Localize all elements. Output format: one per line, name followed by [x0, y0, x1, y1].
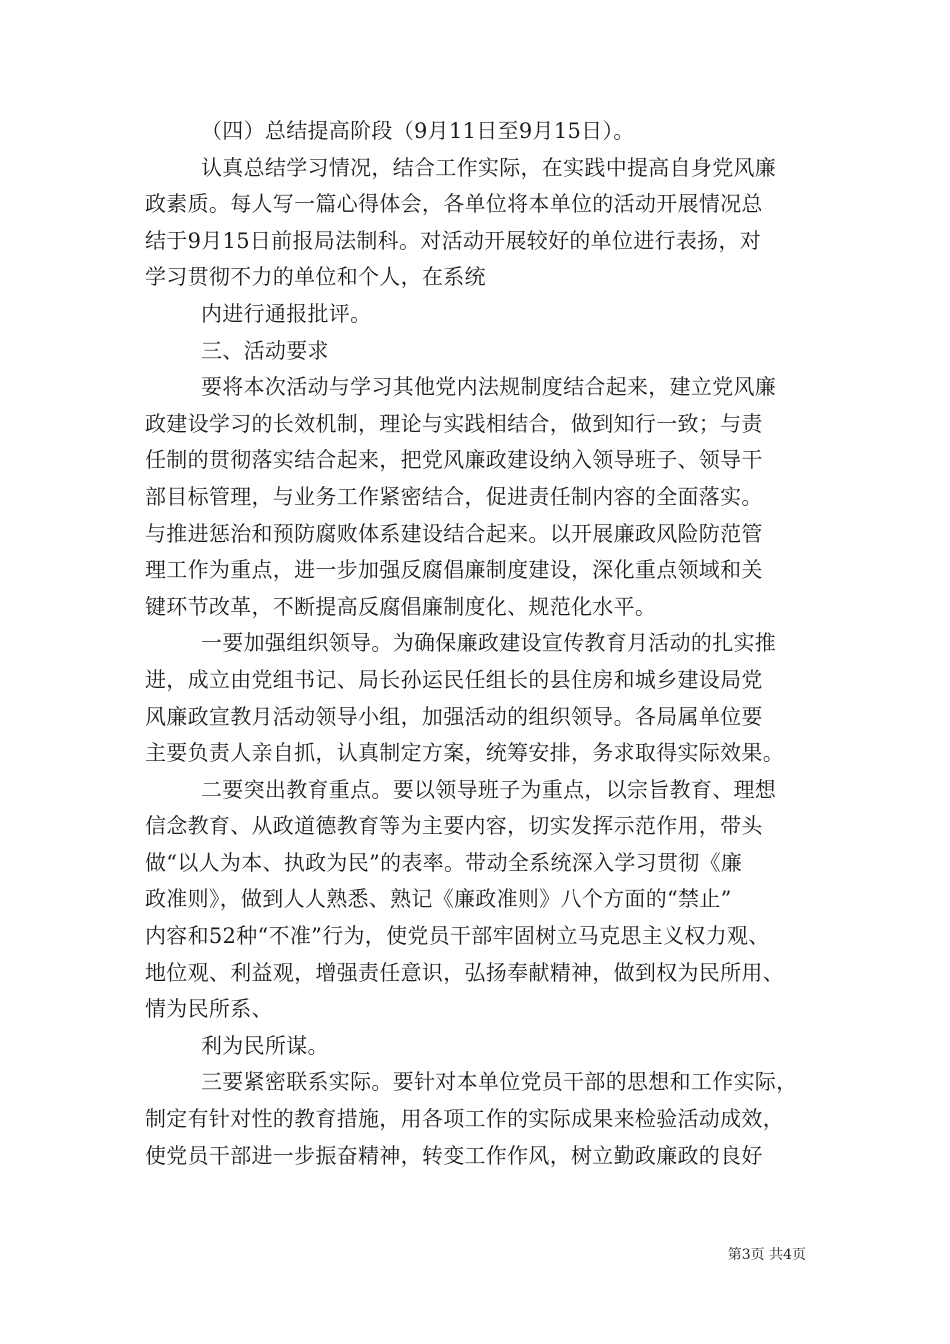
text-line: 利为民所谋。: [201, 1033, 329, 1058]
text-line: 使党员干部进一步振奋精神，转变工作作风，树立勤政廉政的良好: [145, 1143, 763, 1168]
text-line: （四）总结提高阶段（9月11日至9月15日）。: [201, 119, 635, 143]
text-line: 理工作为重点，进一步加强反腐倡廉制度建设，深化重点领域和关: [145, 558, 763, 583]
page-number: 第3页 共4页: [727, 1247, 806, 1263]
text-line: 三要紧密联系实际。要针对本单位党员干部的思想和工作实际，: [201, 1070, 798, 1095]
text-line: 一要加强组织领导。为确保廉政建设宣传教育月活动的扎实推: [201, 631, 777, 656]
text-line: 主要负责人亲自抓，认真制定方案，统筹安排，务求取得实际效果。: [145, 741, 784, 766]
text-line: 与推进惩治和预防腐败体系建设结合起来。以开展廉政风险防范管: [145, 521, 763, 546]
text-line: 要将本次活动与学习其他党内法规制度结合起来，建立党风廉: [201, 375, 777, 400]
text-line: 学习贯彻不力的单位和个人，在系统: [145, 265, 486, 290]
text-line: 内进行通报批评。: [201, 301, 372, 326]
text-line: 内容和52种“不准”行为，使党员干部牢固树立马克思主义权力观、: [145, 924, 770, 949]
text-line: 信念教育、从政道德教育等为主要内容，切实发挥示范作用，带头: [145, 814, 763, 839]
text-line: 二要突出教育重点。要以领导班子为重点，以宗旨教育、理想: [201, 777, 777, 802]
text-line: 风廉政宣教月活动领导小组，加强活动的组织领导。各局属单位要: [145, 704, 763, 729]
text-line: 地位观、利益观，增强责任意识，弘扬奉献精神，做到权为民所用、: [145, 960, 784, 985]
text-line: 键环节改革，不断提高反腐倡廉制度化、规范化水平。: [145, 594, 657, 619]
text-line: 认真总结学习情况，结合工作实际，在实践中提高自身党风廉: [201, 155, 777, 180]
text-line: 进，成立由党组书记、局长孙运民任组长的县住房和城乡建设局党: [145, 667, 763, 692]
text-line: 任制的贯彻落实结合起来，把党风廉政建设纳入领导班子、领导干: [145, 448, 763, 473]
text-line: 部目标管理，与业务工作紧密结合，促进责任制内容的全面落实。: [145, 484, 763, 509]
text-line: 制定有针对性的教育措施，用各项工作的实际成果来检验活动成效，: [145, 1107, 784, 1132]
text-line: 政准则》，做到人人熟悉、熟记《廉政准则》八个方面的“禁止”: [145, 887, 732, 912]
text-line: 三、活动要求: [201, 338, 329, 363]
text-line: 做“以人为本、执政为民”的表率。带动全系统深入学习贯彻《廉: [145, 850, 743, 875]
text-line: 政素质。每人写一篇心得体会，各单位将本单位的活动开展情况总: [145, 192, 763, 217]
text-line: 政建设学习的长效机制，理论与实践相结合，做到知行一致；与责: [145, 411, 763, 436]
document-body: [145, 113, 825, 1174]
text-line: 情为民所系、: [145, 997, 273, 1022]
text-line: 结于9月15日前报局法制科。对活动开展较好的单位进行表扬，对: [145, 228, 762, 253]
